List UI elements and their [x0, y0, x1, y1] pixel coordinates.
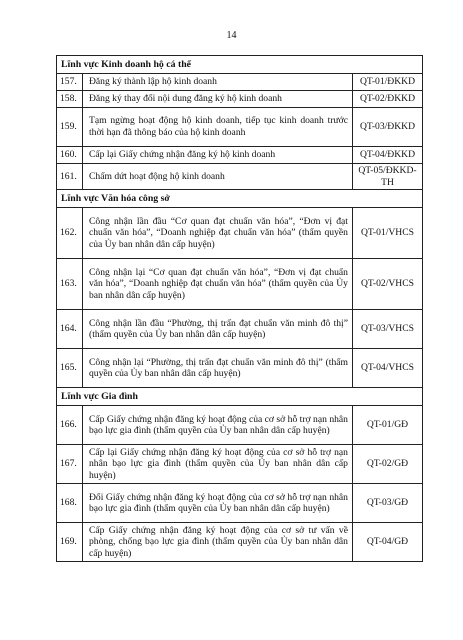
section-title: Lĩnh vực Văn hóa công sở	[57, 190, 423, 208]
table-row	[57, 164, 423, 190]
row-number: 162.	[57, 208, 83, 259]
procedure-code: QT-02/GĐ	[352, 445, 422, 484]
table-row	[57, 523, 423, 562]
procedure-code: QT-01/ĐKKD	[352, 74, 422, 91]
procedure-name: Cấp Giấy chứng nhận đăng ký hoạt động của cơ sở hỗ trợ nạn nhân bạo lực gia đình (thẩm quyền của Ủy ban nhân dân cấp huyện)	[83, 406, 353, 445]
procedure-code: QT-04/ĐKKD	[352, 147, 422, 164]
row-number: 159.	[57, 108, 83, 147]
table-row	[57, 349, 423, 388]
table-row	[57, 208, 423, 259]
row-number: 160.	[57, 147, 83, 164]
procedure-name: Công nhận lần đầu “Cơ quan đạt chuẩn văn hóa”, “Đơn vị đạt chuẩn văn hóa”, “Doanh nghiệp đạt chuẩn văn hóa” (thẩm quyền của Ủy ban nhân dân cấp huyện)	[83, 208, 353, 259]
row-number: 166.	[57, 406, 83, 445]
row-number: 163.	[57, 259, 83, 310]
procedure-name: Cấp lại Giấy chứng nhận đăng ký hộ kinh doanh	[83, 147, 353, 164]
section-header-row	[57, 56, 423, 74]
procedure-code: QT-03/VHCS	[352, 310, 422, 349]
row-number: 167.	[57, 445, 83, 484]
section-title: Lĩnh vực Gia đình	[57, 388, 423, 406]
procedure-code: QT-03/ĐKKD	[352, 108, 422, 147]
table-row	[57, 147, 423, 164]
table-row	[57, 310, 423, 349]
table-row	[57, 445, 423, 484]
table-row	[57, 484, 423, 523]
row-number: 168.	[57, 484, 83, 523]
procedure-name: Đổi Giấy chứng nhận đăng ký hoạt động của cơ sở hỗ trợ nạn nhân bạo lực gia đình (thẩm quyền của Ủy ban nhân dân cấp huyện)	[83, 484, 353, 523]
row-number: 157.	[57, 74, 83, 91]
row-number: 161.	[57, 164, 83, 190]
section-title: Lĩnh vực Kinh doanh hộ cá thể	[57, 56, 423, 74]
row-number: 158.	[57, 91, 83, 108]
procedure-table	[56, 55, 423, 562]
procedure-code: QT-02/ĐKKD	[352, 91, 422, 108]
table-row	[57, 74, 423, 91]
table-row	[57, 406, 423, 445]
procedure-name: Công nhận lần đầu “Phường, thị trấn đạt chuẩn văn minh đô thị” (thẩm quyền của Ủy ban nhân dân cấp huyện)	[83, 310, 353, 349]
table-row	[57, 91, 423, 108]
procedure-code: QT-01/VHCS	[352, 208, 422, 259]
row-number: 165.	[57, 349, 83, 388]
row-number: 164.	[57, 310, 83, 349]
section-header-row	[57, 190, 423, 208]
procedure-code: QT-04/GĐ	[352, 523, 422, 562]
procedure-code: QT-01/GĐ	[352, 406, 422, 445]
procedure-name: Tạm ngừng hoạt động hộ kinh doanh, tiếp tục kinh doanh trước thời hạn đã thông báo của hộ kinh doanh	[83, 108, 353, 147]
procedure-code: QT-05/ĐKKD-TH	[352, 164, 422, 190]
procedure-name: Đăng ký thành lập hộ kinh doanh	[83, 74, 353, 91]
procedure-code: QT-04/VHCS	[352, 349, 422, 388]
procedure-name: Công nhận lại “Phường, thị trấn đạt chuẩn văn minh đô thị” (thẩm quyền của Ủy ban nhân dân cấp huyện)	[83, 349, 353, 388]
row-number: 169.	[57, 523, 83, 562]
procedure-code: QT-02/VHCS	[352, 259, 422, 310]
table-row	[57, 108, 423, 147]
page-number: 14	[226, 30, 237, 41]
procedure-code: QT-03/GĐ	[352, 484, 422, 523]
procedure-name: Cấp Giấy chứng nhận đăng ký hoạt động của cơ sở tư vấn về phòng, chống bạo lực gia đình (thẩm quyền của Ủy ban nhân dân cấp huyện)	[83, 523, 353, 562]
procedure-name: Công nhận lại “Cơ quan đạt chuẩn văn hóa”, “Đơn vị đạt chuẩn văn hóa”, “Doanh nghiệp đạt chuẩn văn hóa” (thẩm quyền của Ủy ban nhân dân cấp huyện)	[83, 259, 353, 310]
procedure-name: Cấp lại Giấy chứng nhận đăng ký hoạt động của cơ sở hỗ trợ nạn nhân bạo lực gia đình (thẩm quyền của Ủy ban nhân dân cấp huyện)	[83, 445, 353, 484]
procedure-name: Chấm dứt hoạt động hộ kinh doanh	[83, 164, 353, 190]
table-row	[57, 259, 423, 310]
section-header-row	[57, 388, 423, 406]
procedure-name: Đăng ký thay đổi nội dung đăng ký hộ kinh doanh	[83, 91, 353, 108]
